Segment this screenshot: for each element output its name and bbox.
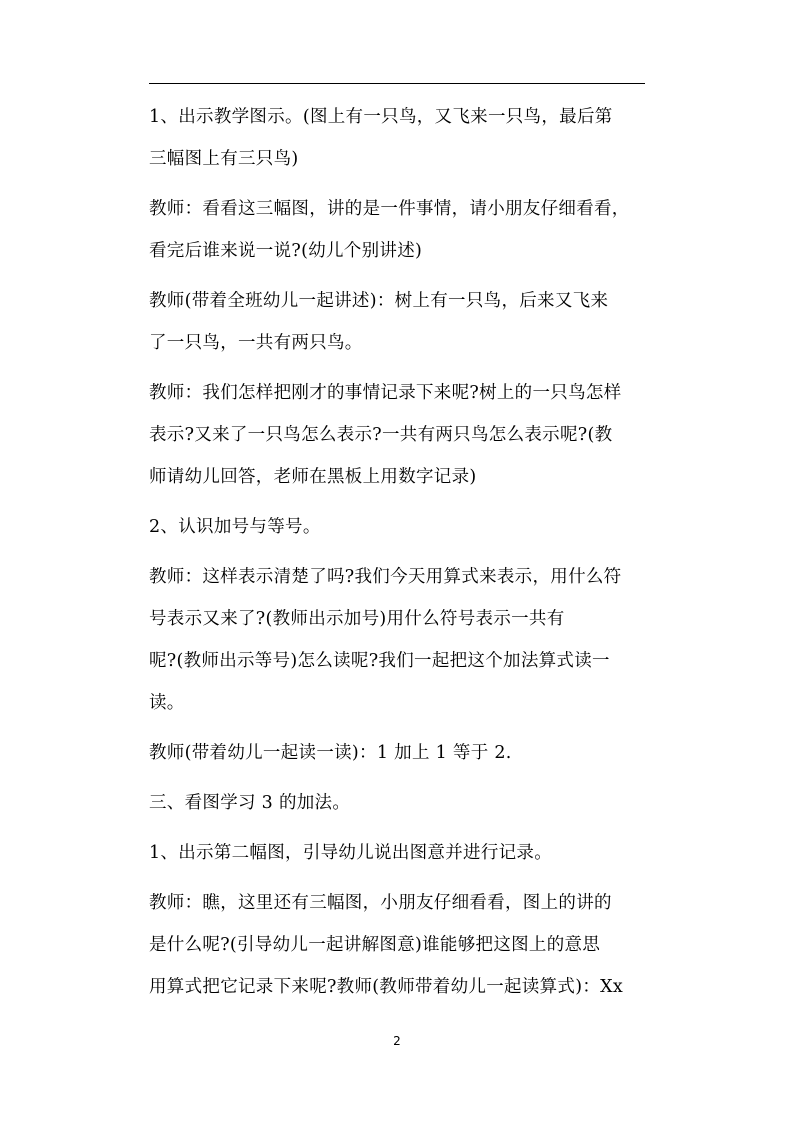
text-line: 师请幼儿回答，老师在黑板上用数字记录) bbox=[149, 467, 477, 487]
text-line: 用算式把它记录下来呢?教师(教师带着幼儿一起读算式)：Xx bbox=[149, 977, 624, 997]
text-line: 教师：我们怎样把刚才的事情记录下来呢?树上的一只鸟怎样 bbox=[149, 383, 622, 403]
text-line: 呢?(教师出示等号)怎么读呢?我们一起把这个加法算式读一 bbox=[149, 651, 610, 671]
paragraph-10 bbox=[149, 882, 645, 1008]
paragraph-9 bbox=[149, 832, 645, 874]
text-line: 教师：瞧，这里还有三幅图，小朋友仔细看看，图上的讲的 bbox=[149, 893, 612, 913]
paragraph-7 bbox=[149, 732, 645, 774]
text-line: 教师：看看这三幅图，讲的是一件事情，请小朋友仔细看看， bbox=[149, 199, 630, 219]
text-line: 教师(带着幼儿一起读一读)：1 加上 1 等于 2. bbox=[149, 743, 512, 763]
paragraph-2 bbox=[149, 188, 645, 272]
text-line: 2、认识加号与等号。 bbox=[149, 517, 321, 537]
paragraph-5 bbox=[149, 506, 645, 548]
text-line: 1、出示教学图示。(图上有一只鸟，又飞来一只鸟，最后第 bbox=[149, 107, 613, 127]
paragraph-3 bbox=[149, 280, 645, 364]
text-line: 表示?又来了一只鸟怎么表示?一共有两只鸟怎么表示呢?(教 bbox=[149, 425, 613, 445]
paragraph-4 bbox=[149, 372, 645, 498]
text-line: 了一只鸟，一共有两只鸟。 bbox=[149, 333, 363, 353]
text-line: 教师(带着全班幼儿一起讲述)：树上有一只鸟，后来又飞来 bbox=[149, 291, 609, 311]
text-line: 1、出示第二幅图，引导幼儿说出图意并进行记录。 bbox=[149, 843, 553, 863]
header-rule bbox=[149, 83, 645, 84]
paragraph-6 bbox=[149, 556, 645, 724]
page-number: 2 bbox=[393, 1034, 401, 1048]
text-line: 是什么呢?(引导幼儿一起讲解图意)谁能够把这图上的意思 bbox=[149, 935, 601, 955]
text-line: 三幅图上有三只鸟) bbox=[149, 149, 299, 169]
text-line: 三、看图学习 3 的加法。 bbox=[149, 793, 351, 813]
text-line: 教师：这样表示清楚了吗?我们今天用算式来表示，用什么符 bbox=[149, 567, 622, 587]
document-body bbox=[149, 96, 645, 1016]
text-line: 看完后谁来说一说?(幼儿个别讲述) bbox=[149, 241, 423, 261]
paragraph-1 bbox=[149, 96, 645, 180]
paragraph-8 bbox=[149, 782, 645, 824]
text-line: 读。 bbox=[149, 693, 185, 713]
text-line: 号表示又来了?(教师出示加号)用什么符号表示一共有 bbox=[149, 609, 565, 629]
